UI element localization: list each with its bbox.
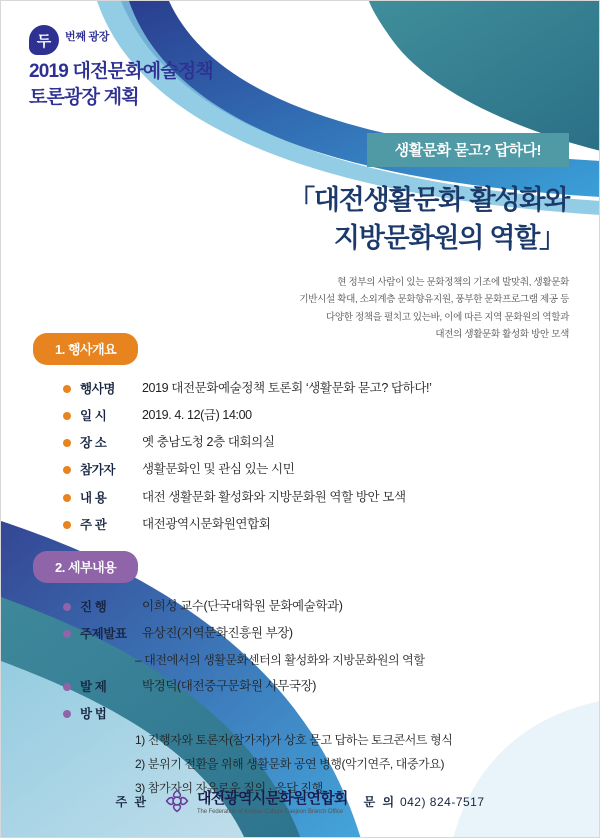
list-item-value: 유상진(지역문화진흥원 부장) xyxy=(142,626,293,641)
logo-subtitle: 번째 광장 xyxy=(65,31,110,43)
logo-row xyxy=(29,25,213,55)
method-item: 3) 참가자의 자유로운 질의 · 응답 진행 xyxy=(135,781,323,796)
page-title xyxy=(29,59,213,110)
bullet-dot-icon xyxy=(63,494,71,502)
list-item-label: 진 행 xyxy=(80,600,107,614)
list-item-value: 옛 충남도청 2층 대회의실 xyxy=(142,435,275,450)
section2-list xyxy=(63,597,569,796)
section2-tag: 2. 세부내용 xyxy=(33,551,138,583)
list-item-value: 2019 대전문화예술정책 토론회 ‘생활문화 묻고? 답하다!’ xyxy=(142,381,432,395)
list-item-value: 대전 생활문화 활성화와 지방문화원 역할 방안 모색 xyxy=(142,489,406,504)
list-item xyxy=(63,433,569,451)
page-title-line1: 2019 대전문화예술정책 xyxy=(29,61,213,82)
hero-desc-line-3: 다양한 정책을 펼치고 있는바, 이에 따른 지역 문화원의 역할과 xyxy=(326,311,569,323)
hero-title-line1: 「대전생활문화 활성화와 xyxy=(288,185,569,215)
section1-tag: 1. 행사개요 xyxy=(33,333,138,365)
hero-desc-line-2: 기반시설 확대, 소외계층 문화향유지원, 풍부한 문화프로그램 제공 등 xyxy=(299,294,569,306)
bullet-dot-icon xyxy=(63,683,71,691)
bullet-dot-icon xyxy=(63,630,71,638)
hero-title xyxy=(149,181,569,258)
bullet-dot-icon xyxy=(63,385,71,393)
page-title-line2: 토론광장 계획 xyxy=(29,86,139,108)
list-item xyxy=(63,488,569,506)
list-item xyxy=(63,406,569,424)
list-item-label: 장 소 xyxy=(80,436,107,451)
list-item-label: 참가자 xyxy=(80,463,116,478)
bullet-dot-icon xyxy=(63,603,71,611)
list-item-label: 방 법 xyxy=(80,707,107,722)
footer-org-name-en: The Federation of Korean Culture Daejeon Branch Office xyxy=(196,809,343,815)
list-item xyxy=(63,677,569,695)
hero-badge: 생활문화 묻고? 답하다! xyxy=(367,133,569,167)
list-item xyxy=(63,379,569,397)
bullet-dot-icon xyxy=(63,466,71,474)
footer-contact xyxy=(364,793,485,810)
section-details xyxy=(33,551,569,803)
footer-contact-value: 042) 824-7517 xyxy=(399,794,485,809)
footer-org-logo xyxy=(164,787,348,815)
footer-host-label: 주 관 xyxy=(115,794,148,809)
hero-block xyxy=(149,133,569,344)
list-item xyxy=(63,597,569,615)
list-item-value: 대전광역시문화원연합회 xyxy=(142,516,271,531)
list-item-label: 발 제 xyxy=(80,680,107,695)
hero-desc-line-1: 현 정부의 사람이 있는 문화정책의 기조에 발맞춰, 생활문화 xyxy=(337,276,569,288)
list-item-label: 일 시 xyxy=(80,409,107,424)
list-item xyxy=(63,624,569,642)
hero-title-line2: 지방문화원의 역할」 xyxy=(333,223,565,254)
list-item xyxy=(63,460,569,478)
list-item-label: 주제발표 xyxy=(80,627,127,642)
section1-list xyxy=(63,379,569,533)
footer-org-name-ko: 대전광역시문화원연합회 xyxy=(196,790,348,807)
list-item-value: 2019. 4. 12(금) 14:00 xyxy=(142,408,252,423)
logo-char: 두 xyxy=(36,32,52,50)
flower-emblem-icon xyxy=(164,788,190,814)
bullet-dot-icon xyxy=(63,521,71,529)
method-item: 1) 진행자와 토론자(참가자)가 상호 묻고 답하는 토크콘서트 형식 xyxy=(135,733,453,748)
bullet-dot-icon xyxy=(63,710,71,718)
bullet-dot-icon xyxy=(63,412,71,420)
method-item: 2) 분위기 전환을 위해 생활문화 공연 병행(악기연주, 대중가요) xyxy=(135,757,445,772)
list-item-subnote: – 대전에서의 생활문화센터의 활성화와 지방문화원의 역할 xyxy=(135,653,425,668)
list-item-label: 행사명 xyxy=(80,382,116,396)
section-event-overview xyxy=(33,333,569,542)
list-item-value: 생활문화인 및 관심 있는 시민 xyxy=(142,462,295,477)
footer-contact-label: 문 의 xyxy=(363,794,397,809)
poster-header xyxy=(29,25,213,110)
list-item xyxy=(63,704,569,722)
list-item-value: 이희성 교수(단국대학원 문화예술학과) xyxy=(142,599,343,613)
hero-desc-line-4: 대전의 생활문화 활성화 방안 모색 xyxy=(435,329,569,341)
brand-blob-icon xyxy=(29,25,59,55)
list-item xyxy=(63,515,569,533)
list-item-label: 주 관 xyxy=(80,517,107,532)
list-item-value: 박경덕(대전중구문화원 사무국장) xyxy=(142,679,317,694)
list-item-label: 내 용 xyxy=(80,490,107,505)
poster-footer xyxy=(1,787,599,815)
bullet-dot-icon xyxy=(63,439,71,447)
